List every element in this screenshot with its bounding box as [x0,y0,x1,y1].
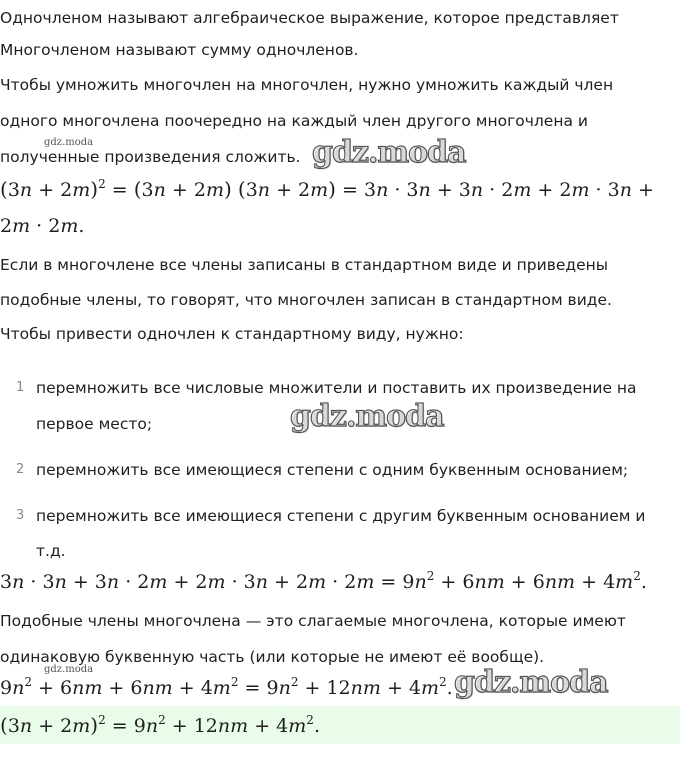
list-item-text-cont: т.д. [36,542,66,560]
paragraph-like-terms-line1: Подобные члены многочлена — это слагаемые многочлена, которые имеют [0,612,626,630]
equation-expansion-line1: $(3n + 2m)^2 = (3n + 2m)$ (3n + 2m) = 3n · 3n + 3n · 2m + 2m · 3n + [0,177,654,201]
paragraph-multiply-rule-line3: полученные произведения сложить. [0,148,301,166]
paragraph-monomial-definition: Одночленом называют алгебраическое выражение, которое представляет [0,9,619,27]
paragraph-like-terms-line2: одинаковую буквенную часть (или которые не имеют её вообще). [0,648,545,666]
watermark-small: gdz.moda [44,664,94,675]
watermark-small: gdz.moda [44,137,94,148]
list-item-number: 2 [16,462,25,477]
list-item-number: 1 [16,380,25,395]
paragraph-standard-form-line1: Если в многочлене все члены записаны в стандартном виде и приведены [0,256,609,274]
equation-combined-terms: $3n \cdot 3n + 3n \cdot 2m + 2m \cdot 3n + 2m \cdot 2m = 9n^2 + 6nm + 6nm + 4m^2$. [0,569,647,593]
paragraph-monomial-standard-intro: Чтобы привести одночлен к стандартному виду, нужно: [0,325,464,343]
equation-answer: $(3n + 2m)^2 = 9n^2 + 12nm + 4m^2$. [0,713,320,737]
list-item-text: перемножить все числовые множители и поставить их произведение на [36,379,637,397]
list-item-number: 3 [16,508,25,523]
paragraph-multiply-rule-line2: одного многочлена поочередно на каждый член другого многочлена и [0,112,588,130]
equation-expansion-line2: 2m · 2m. [0,215,85,237]
paragraph-polynomial-definition: Многочленом называют сумму одночленов. [0,41,359,59]
paragraph-standard-form-line2: подобные члены, то говорят, что многочлен записан в стандартном виде. [0,291,612,309]
equation-simplified: $9n^2 + 6nm + 6nm + 4m^2 = 9n^2 + 12nm + 4m^2$. [0,675,453,699]
list-item-text: перемножить все имеющиеся степени с другим буквенным основанием и [36,507,646,525]
watermark: gdz.moda [312,135,466,170]
watermark: gdz.moda [290,399,444,434]
watermark: gdz.moda [454,665,608,700]
list-item-text-cont: первое место; [36,415,153,433]
list-item-text: перемножить все имеющиеся степени с одним буквенным основанием; [36,461,629,479]
paragraph-multiply-rule-line1: Чтобы умножить многочлен на многочлен, нужно умножить каждый член [0,76,614,94]
